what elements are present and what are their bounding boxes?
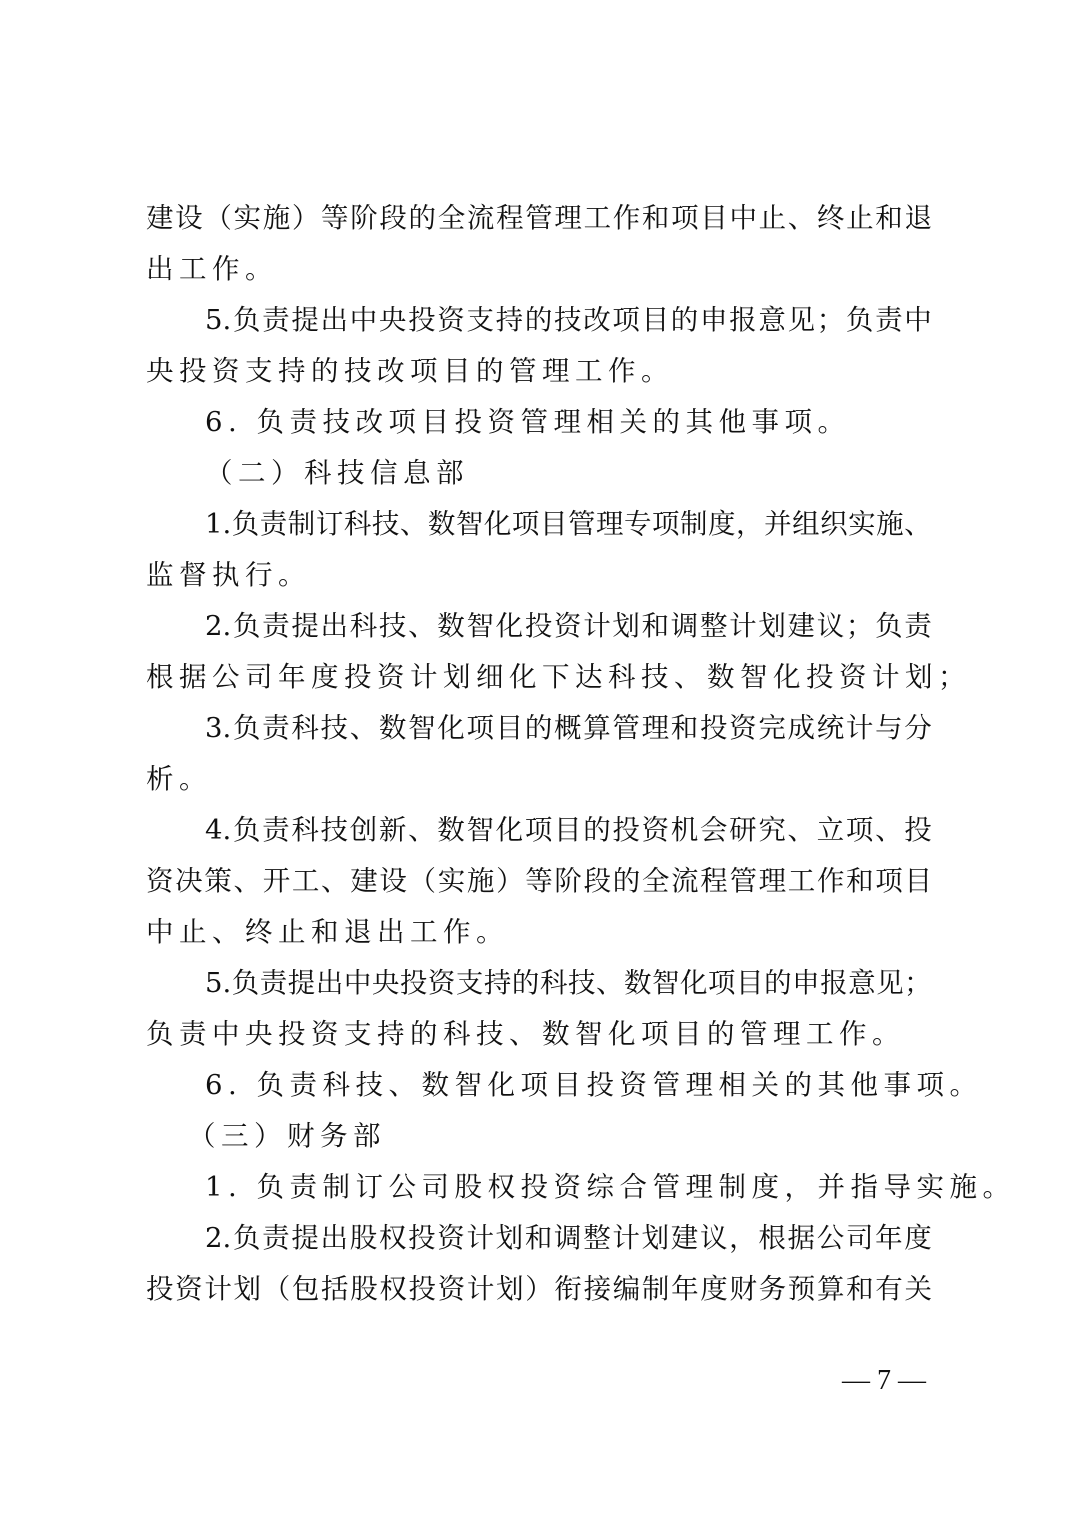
text-line: （二）科技信息部 [205, 457, 469, 489]
text-line: 投 资 计 划 （ 包 括 股 权 投 资 计 划 ） 衔 接 编 制 年 度 财 务 预 算 和 有 关 [146, 1273, 932, 1305]
text-line: 1. 负 责 制 订 科 技 、 数 智 化 项 目 管 理 专 项 制 度 ， 并 组 织 实 施 、 [205, 508, 932, 540]
page-number: — 7 — [842, 1365, 926, 1396]
text-line: 1. 负责制订公司股权投资综合管理制度，并指导实施。 [205, 1171, 1016, 1203]
text-line: （三）财务部 [188, 1120, 386, 1152]
text-line: 2. 负 责 提 出 科 技 、 数 智 化 投 资 计 划 和 调 整 计 划 建 议 ； 负 责 [205, 610, 932, 642]
text-line: 5. 负 责 提 出 中 央 投 资 支 持 的 技 改 项 目 的 申 报 意 见 ； 负 责 中 [205, 304, 932, 336]
text-line: 根据公司年度投资计划细化下达科技、数智化投资计划； [146, 661, 971, 693]
text-line: 5. 负 责 提 出 中 央 投 资 支 持 的 科 技 、 数 智 化 项 目 的 申 报 意 见 ； [205, 967, 932, 999]
text-line: 出工作。 [146, 253, 278, 285]
text-line: 资 决 策 、 开 工 、 建 设 （ 实 施 ） 等 阶 段 的 全 流 程 管 理 工 作 和 项 目 [146, 865, 932, 897]
text-line: 4. 负 责 科 技 创 新 、 数 智 化 项 目 的 投 资 机 会 研 究 、 立 项 、 投 [205, 814, 932, 846]
text-line: 中止、终止和退出工作。 [146, 916, 509, 948]
text-line: 监督执行。 [146, 559, 311, 591]
text-line: 析。 [146, 763, 212, 795]
text-line: 6. 负责科技、数智化项目投资管理相关的其他事项。 [205, 1069, 983, 1101]
text-line: 3. 负 责 科 技 、 数 智 化 项 目 的 概 算 管 理 和 投 资 完 成 统 计 与 分 [205, 712, 932, 744]
text-line: 6. 负责技改项目投资管理相关的其他事项。 [205, 406, 851, 438]
document-body [146, 193, 1016, 1315]
text-line: 央投资支持的技改项目的管理工作。 [146, 355, 674, 387]
text-line: 2. 负 责 提 出 股 权 投 资 计 划 和 调 整 计 划 建 议 ， 根 据 公 司 年 度 [205, 1222, 932, 1254]
text-line: 负责中央投资支持的科技、数智化项目的管理工作。 [146, 1018, 905, 1050]
text-line: 建 设 （ 实 施 ） 等 阶 段 的 全 流 程 管 理 工 作 和 项 目 中 止 、 终 止 和 退 [146, 202, 932, 234]
